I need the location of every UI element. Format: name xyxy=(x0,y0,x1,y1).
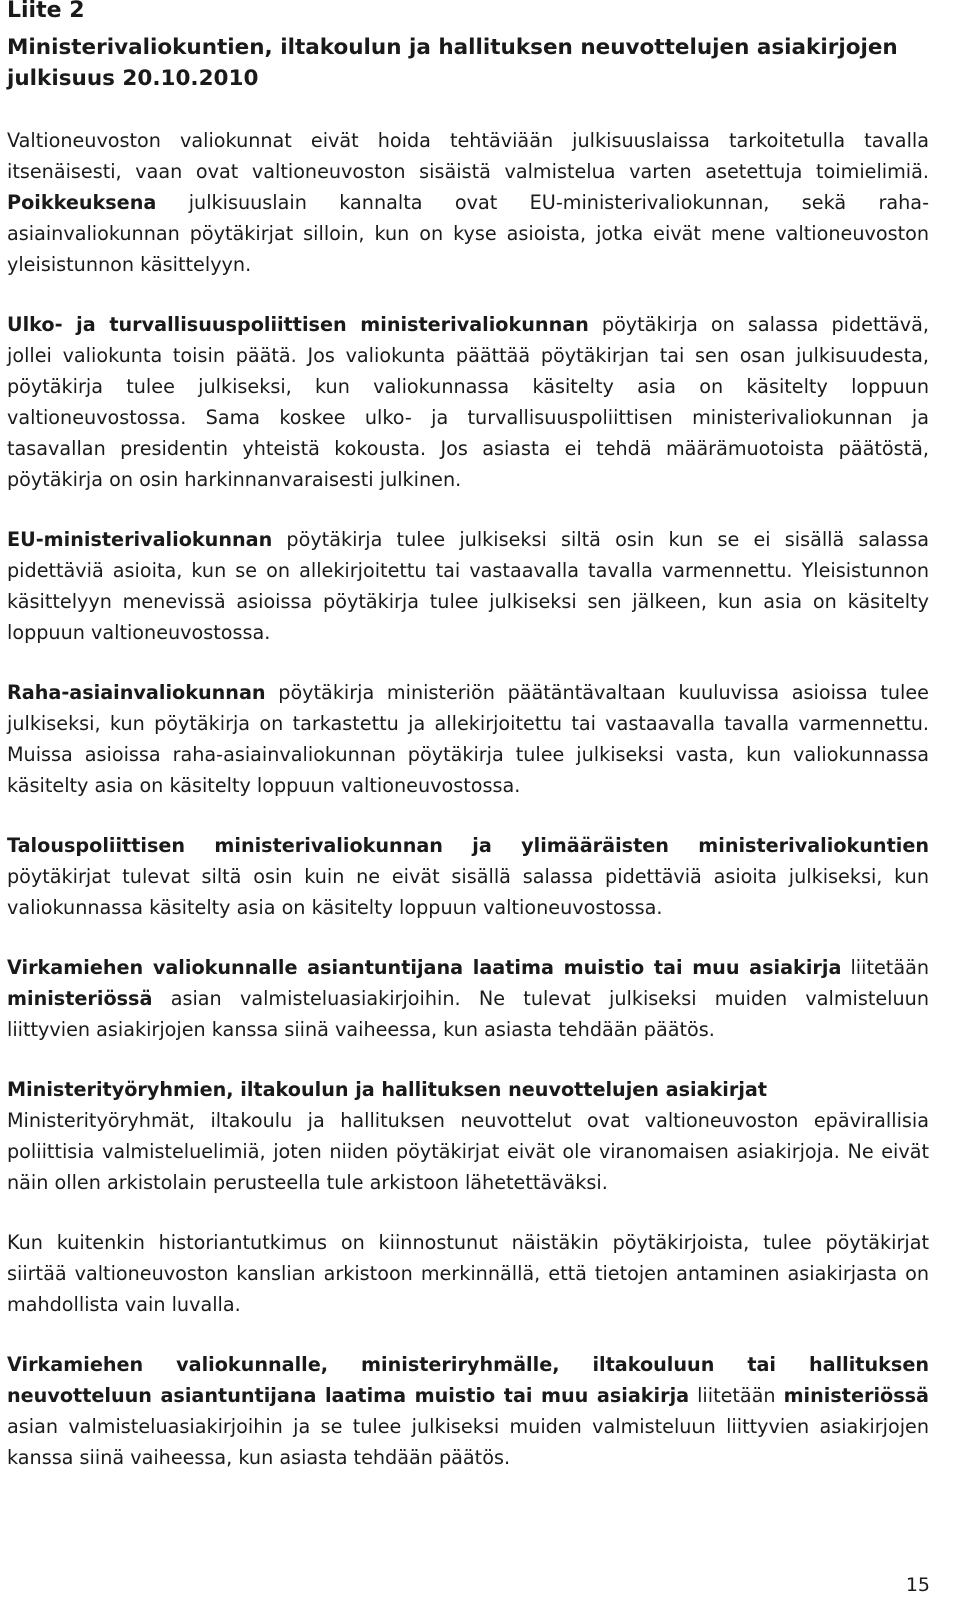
paragraph-text: pöytäkirja tulee julkiseksi siltä osin kun se ei sisällä salassa pidettäviä asioita, kun se on allekirjoitettu tai vastaavalla tavalla varmennettu. Yleisistunnon käsittelyyn menevissä asioissa pöytäkirja tulee julkiseksi sen jälkeen, kun asia on käsitelty loppuun valtioneuvostossa. xyxy=(7,528,929,644)
paragraph-text: julkisuuslain kannalta ovat EU-ministerivaliokunnan, sekä raha-asiainvaliokunnan pöytäkirjat silloin, kun on kyse asioista, jotka eivät mene valtioneuvoston yleisistunnon käsittelyyn. xyxy=(7,191,929,276)
paragraph-bold-term: ministeriössä xyxy=(783,1384,929,1407)
paragraph-text: asian valmisteluasiakirjoihin. Ne tulevat julkiseksi muiden valmisteluun liittyvien asiakirjojen kanssa siinä vaiheessa, kun asiasta tehdään päätös. xyxy=(7,987,929,1041)
paragraph-lead: Virkamiehen valiokunnalle, ministeriryhmälle, iltakouluun tai hallituksen neuvotteluun asiantuntijana laatima muistio tai muu asiakirja xyxy=(7,1353,929,1407)
paragraph-text: Ministerityöryhmät, iltakoulu ja hallituksen neuvottelut ovat valtioneuvoston epävirallisia poliittisia valmisteluelimiä, joten niiden pöytäkirjat eivät ole viranomaisen asiakirjoja. Ne eivät näin ollen arkistolain perusteella tule arkistoon lähetettäväksi. xyxy=(7,1109,929,1194)
paragraph-lead: Talouspoliittisen ministerivaliokunnan ja ylimääräisten ministerivaliokuntien xyxy=(7,834,929,857)
paragraph-text: pöytäkirjat tulevat siltä osin kuin ne eivät sisällä salassa pidettäviä asioita julkiseksi, kun valiokunnassa käsitelty asia on käsitelty loppuun valtioneuvostossa. xyxy=(7,865,929,919)
paragraph-lead: EU-ministerivaliokunnan xyxy=(7,528,273,551)
paragraph-lead: Raha-asiainvaliokunnan xyxy=(7,681,266,704)
paragraph-text: pöytäkirja on salassa pidettävä, jollei valiokunta toisin päätä. Jos valiokunta päättää pöytäkirjan tai sen osan julkisuudesta, pöytäkirja tulee julkiseksi, kun valiokunnassa käsitelty asia on käsitelty loppuun valtioneuvostossa. Sama koskee ulko- ja turvallisuuspoliittisen ministerivaliokunnan ja tasavallan presidentin yhteistä kokousta. Jos asiasta ei tehdä määrämuotoista päätöstä, pöytäkirja on osin harkinnanvaraisesti julkinen. xyxy=(7,313,929,491)
paragraph-text: asian valmisteluasiakirjoihin ja se tulee julkiseksi muiden valmisteluun liittyvien asiakirjojen kanssa siinä vaiheessa, kun asiasta tehdään päätös. xyxy=(7,1415,929,1469)
appendix-label: Liite 2 xyxy=(7,0,85,23)
page-number: 15 xyxy=(905,1574,930,1596)
paragraph-9 xyxy=(7,1349,929,1473)
paragraph-6 xyxy=(7,952,929,1045)
paragraph-3 xyxy=(7,524,929,648)
paragraph-7 xyxy=(7,1074,929,1198)
paragraph-1 xyxy=(7,125,929,280)
paragraph-lead: Ulko- ja turvallisuuspoliittisen ministerivaliokunnan xyxy=(7,313,589,336)
paragraph-2 xyxy=(7,309,929,495)
paragraph-4 xyxy=(7,677,929,801)
paragraph-text: Kun kuitenkin historiantutkimus on kiinnostunut näistäkin pöytäkirjoista, tulee pöytäkirjat siirtää valtioneuvoston kanslian arkistoon merkinnällä, että tietojen antaminen asiakirjasta on mahdollista vain luvalla. xyxy=(7,1231,929,1316)
paragraph-text: pöytäkirja ministeriön päätäntävaltaan kuuluvissa asioissa tulee julkiseksi, kun pöytäkirja on tarkastettu ja allekirjoitettu tai vastaavalla tavalla varmennettu. Muissa asioissa raha-asiainvaliokunnan pöytäkirja tulee julkiseksi vasta, kun valiokunnassa käsitelty asia on käsitelty loppuun valtioneuvostossa. xyxy=(7,681,929,797)
paragraph-bold-term: ministeriössä xyxy=(7,987,153,1010)
page-title: Ministerivaliokuntien, iltakoulun ja hallituksen neuvottelujen asiakirjojen julkisuus 20.10.2010 xyxy=(7,35,898,91)
section-heading: Ministerityöryhmien, iltakoulun ja hallituksen neuvottelujen asiakirjat xyxy=(7,1078,768,1101)
paragraph-text: liitetään xyxy=(689,1384,784,1407)
paragraph-lead: Virkamiehen valiokunnalle asiantuntijana laatima muistio tai muu asiakirja xyxy=(7,956,842,979)
paragraph-8 xyxy=(7,1227,929,1320)
paragraph-text: Valtioneuvoston valiokunnat eivät hoida tehtäviään julkisuuslaissa tarkoitetulla tavalla itsenäisesti, vaan ovat valtioneuvoston sisäistä valmistelua varten asetettuja toimielimiä. xyxy=(7,129,929,183)
paragraph-5 xyxy=(7,830,929,923)
paragraph-text: liitetään xyxy=(841,956,929,979)
paragraph-bold-term: Poikkeuksena xyxy=(7,191,157,214)
document-body xyxy=(7,125,929,1502)
